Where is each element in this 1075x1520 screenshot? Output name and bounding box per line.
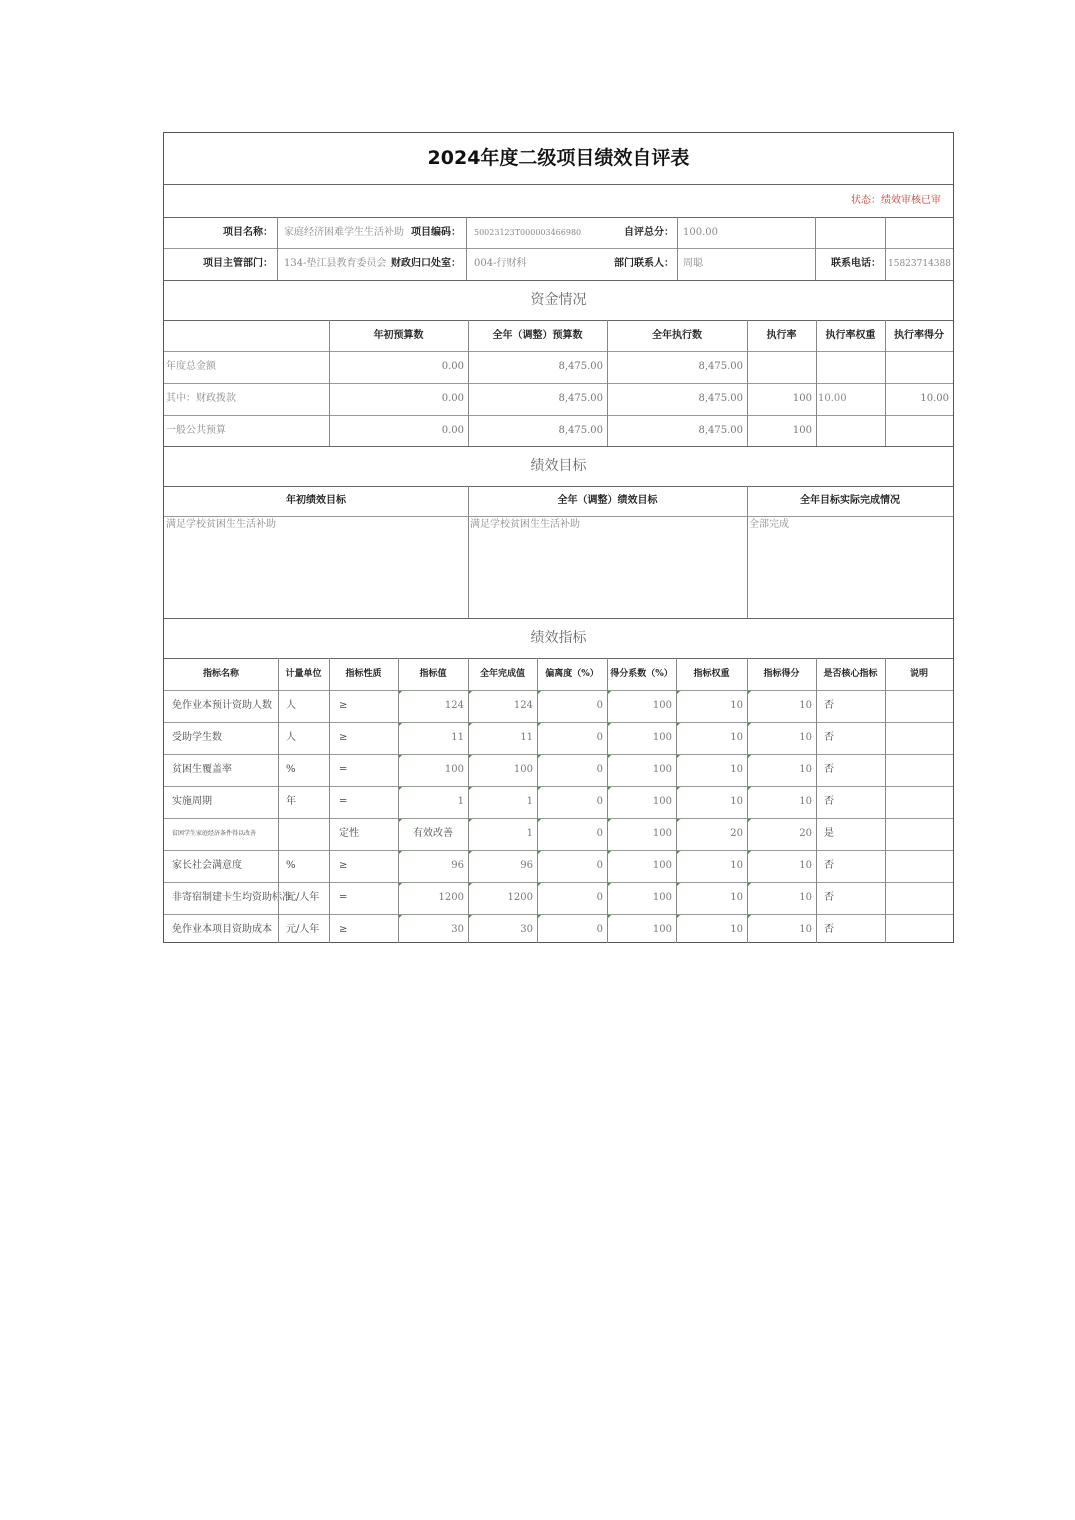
indicator-cell-coef: 100 bbox=[652, 892, 672, 903]
cell-marker bbox=[748, 883, 751, 886]
funds-cell-initial: 0.00 bbox=[441, 425, 464, 436]
indicator-cell-core: 否 bbox=[824, 732, 834, 743]
funds-cell-initial: 0.00 bbox=[441, 361, 464, 372]
project-code-value: 50023123T000003466980 bbox=[474, 227, 582, 237]
funds-header-executed: 全年执行数 bbox=[652, 329, 702, 341]
indicator-cell-dev: 0 bbox=[596, 892, 603, 903]
cell-marker bbox=[399, 883, 402, 886]
funds-header-score: 执行率得分 bbox=[894, 329, 944, 341]
finance-office-value: 004-行财科 bbox=[474, 258, 527, 269]
cell-marker bbox=[677, 691, 680, 694]
indicator-cell-nature: ≥ bbox=[339, 924, 348, 935]
funds-cell-label: 一般公共预算 bbox=[166, 425, 226, 436]
indicator-cell-weight: 10 bbox=[730, 796, 743, 807]
indicator-cell-unit: 元/人年 bbox=[286, 924, 320, 935]
phone-label: 联系电话： bbox=[831, 258, 881, 269]
goals-header-adjusted: 全年（调整）绩效目标 bbox=[557, 495, 658, 506]
indicator-cell-unit: % bbox=[286, 764, 296, 775]
indicator-cell-note bbox=[885, 850, 953, 882]
indicator-cell-value: 100 bbox=[444, 764, 464, 775]
funds-cell-executed: 8,475.00 bbox=[698, 393, 743, 404]
funds-cell-score bbox=[885, 351, 953, 383]
indicator-cell-nature: = bbox=[339, 796, 348, 807]
indicator-cell-value: 30 bbox=[451, 924, 464, 935]
indicator-cell-weight: 10 bbox=[730, 860, 743, 871]
indicator-cell-unit: 元/人年 bbox=[286, 892, 320, 903]
indicator-cell-core: 否 bbox=[824, 860, 834, 871]
indicator-cell-coef: 100 bbox=[652, 860, 672, 871]
indicator-cell-value: 1 bbox=[457, 796, 464, 807]
cell-marker bbox=[538, 723, 541, 726]
indicator-cell-done: 1 bbox=[526, 828, 533, 839]
indicator-cell-core: 否 bbox=[824, 892, 834, 903]
funds-cell-adjusted: 8,475.00 bbox=[558, 425, 603, 436]
cell-marker bbox=[677, 755, 680, 758]
indicator-cell-score: 10 bbox=[799, 700, 812, 711]
cell-marker bbox=[399, 787, 402, 790]
cell-marker bbox=[748, 851, 751, 854]
indicator-cell-note bbox=[885, 882, 953, 914]
cell-marker bbox=[399, 755, 402, 758]
indicator-cell-nature: = bbox=[339, 892, 348, 903]
indicator-cell-weight: 10 bbox=[730, 700, 743, 711]
self-score-value: 100.00 bbox=[683, 226, 718, 238]
indicator-cell-done: 30 bbox=[520, 924, 533, 935]
indicators-section-title: 绩效指标 bbox=[530, 630, 587, 646]
indicator-cell-dev: 0 bbox=[596, 796, 603, 807]
indicator-cell-name: 实施周期 bbox=[172, 796, 212, 807]
cell-marker bbox=[399, 723, 402, 726]
cell-marker bbox=[538, 915, 541, 918]
cell-marker bbox=[469, 851, 472, 854]
indicator-cell-note bbox=[885, 818, 953, 850]
indicator-header-weight: 指标权重 bbox=[693, 668, 730, 679]
indicator-cell-value: 有效改善 bbox=[413, 828, 453, 839]
project-name-label: 项目名称： bbox=[223, 226, 273, 238]
cell-marker bbox=[469, 819, 472, 822]
indicator-cell-value: 96 bbox=[451, 860, 464, 871]
cell-marker bbox=[538, 851, 541, 854]
indicator-cell-core: 否 bbox=[824, 796, 834, 807]
indicator-cell-name: 受助学生数 bbox=[172, 732, 222, 743]
indicator-cell-core: 是 bbox=[824, 828, 834, 839]
dept-value: 134-垫江县教育委员会 bbox=[284, 258, 387, 269]
cell-marker bbox=[399, 851, 402, 854]
indicator-cell-nature: ≥ bbox=[339, 700, 348, 711]
indicator-cell-nature: ≥ bbox=[339, 732, 348, 743]
cell-marker bbox=[469, 723, 472, 726]
dept-label: 项目主管部门： bbox=[203, 258, 273, 269]
cell-marker bbox=[748, 755, 751, 758]
indicator-cell-nature: ≥ bbox=[339, 860, 348, 871]
funds-cell-weight bbox=[816, 351, 885, 383]
indicator-header-core: 是否核心指标 bbox=[823, 668, 878, 679]
indicator-cell-note bbox=[885, 722, 953, 754]
indicator-cell-coef: 100 bbox=[652, 732, 672, 743]
cell-marker bbox=[538, 755, 541, 758]
indicator-cell-score: 10 bbox=[799, 764, 812, 775]
indicator-cell-name: 贫困生覆盖率 bbox=[172, 764, 232, 775]
cell-marker bbox=[748, 723, 751, 726]
indicator-cell-dev: 0 bbox=[596, 700, 603, 711]
indicator-cell-done: 100 bbox=[513, 764, 533, 775]
funds-cell-executed: 8,475.00 bbox=[698, 425, 743, 436]
cell-marker bbox=[608, 691, 611, 694]
funds-cell-weight bbox=[816, 415, 885, 447]
funds-header-initial: 年初预算数 bbox=[373, 329, 424, 341]
indicator-cell-value: 11 bbox=[451, 732, 464, 743]
indicator-cell-value: 1200 bbox=[438, 892, 464, 903]
cell-marker bbox=[538, 787, 541, 790]
cell-marker bbox=[469, 883, 472, 886]
cell-marker bbox=[469, 787, 472, 790]
funds-cell-adjusted: 8,475.00 bbox=[558, 361, 603, 372]
cell-marker bbox=[538, 691, 541, 694]
indicator-cell-nature: 定性 bbox=[339, 828, 359, 839]
funds-cell-weight: 10.00 bbox=[818, 393, 847, 404]
indicator-cell-name: 免作业本项目资助成本 bbox=[172, 924, 272, 935]
funds-cell-initial: 0.00 bbox=[441, 393, 464, 404]
page-title: 2024年度二级项目绩效自评表 bbox=[427, 147, 690, 169]
cell-marker bbox=[469, 915, 472, 918]
cell-marker bbox=[748, 819, 751, 822]
funds-cell-label: 年度总金额 bbox=[166, 361, 216, 372]
indicator-cell-note bbox=[885, 914, 953, 946]
indicator-cell-note bbox=[885, 786, 953, 818]
indicator-cell-weight: 10 bbox=[730, 892, 743, 903]
contact-value: 周聪 bbox=[683, 258, 703, 269]
goals-initial-text: 满足学校贫困生生活补助 bbox=[166, 519, 276, 530]
funds-cell-rate: 100 bbox=[792, 425, 812, 436]
cell-marker bbox=[399, 691, 402, 694]
indicator-cell-score: 10 bbox=[799, 892, 812, 903]
indicator-cell-coef: 100 bbox=[652, 764, 672, 775]
goals-section-title: 绩效目标 bbox=[530, 458, 587, 474]
indicator-header-nature: 指标性质 bbox=[345, 668, 382, 679]
indicator-cell-name: 家长社会满意度 bbox=[172, 860, 242, 871]
project-code-label: 项目编码： bbox=[411, 226, 461, 238]
indicator-header-done: 全年完成值 bbox=[479, 668, 525, 679]
cell-marker bbox=[399, 819, 402, 822]
indicator-cell-note bbox=[885, 690, 953, 722]
funds-header-rate: 执行率 bbox=[766, 329, 797, 341]
indicator-cell-coef: 100 bbox=[652, 700, 672, 711]
indicator-cell-name: 贫困学生家庭经济条件得以改善 bbox=[172, 830, 257, 837]
cell-marker bbox=[608, 883, 611, 886]
indicator-cell-score: 10 bbox=[799, 732, 812, 743]
indicator-cell-done: 1 bbox=[526, 796, 533, 807]
performance-table bbox=[163, 132, 954, 943]
indicator-cell-core: 否 bbox=[824, 700, 834, 711]
indicator-cell-note bbox=[885, 754, 953, 786]
cell-marker bbox=[538, 819, 541, 822]
cell-marker bbox=[677, 787, 680, 790]
funds-cell-score bbox=[885, 415, 953, 447]
indicator-cell-unit: % bbox=[286, 860, 296, 871]
indicator-cell-done: 1200 bbox=[507, 892, 533, 903]
indicator-cell-score: 10 bbox=[799, 924, 812, 935]
cell-marker bbox=[538, 883, 541, 886]
funds-header-adjusted: 全年（调整）预算数 bbox=[492, 329, 583, 341]
funds-cell-rate: 100 bbox=[792, 393, 812, 404]
indicator-header-unit: 计量单位 bbox=[285, 668, 322, 679]
indicator-header-score: 指标得分 bbox=[763, 668, 800, 679]
cell-marker bbox=[608, 787, 611, 790]
cell-marker bbox=[748, 691, 751, 694]
cell-marker bbox=[608, 723, 611, 726]
cell-marker bbox=[677, 819, 680, 822]
indicator-header-coef: 得分系数（%） bbox=[610, 668, 673, 679]
project-name-value: 家庭经济困难学生生活补助 bbox=[284, 226, 404, 238]
indicator-cell-unit: 人 bbox=[286, 700, 296, 711]
indicator-cell-core: 否 bbox=[824, 924, 834, 935]
indicator-cell-dev: 0 bbox=[596, 924, 603, 935]
funds-cell-executed: 8,475.00 bbox=[698, 361, 743, 372]
indicator-cell-value: 124 bbox=[444, 700, 464, 711]
cell-marker bbox=[608, 819, 611, 822]
indicator-cell-weight: 10 bbox=[730, 924, 743, 935]
indicator-cell-score: 10 bbox=[799, 860, 812, 871]
indicator-header-name: 指标名称 bbox=[202, 668, 239, 679]
indicator-cell-weight: 20 bbox=[730, 828, 743, 839]
indicator-cell-score: 20 bbox=[799, 828, 812, 839]
indicator-cell-done: 11 bbox=[520, 732, 533, 743]
indicator-cell-done: 124 bbox=[513, 700, 533, 711]
goals-header-initial: 年初绩效目标 bbox=[286, 495, 346, 506]
indicator-cell-dev: 0 bbox=[596, 732, 603, 743]
indicator-cell-score: 10 bbox=[799, 796, 812, 807]
funds-section-title: 资金情况 bbox=[530, 292, 587, 308]
indicator-header-note: 说明 bbox=[909, 668, 928, 679]
cell-marker bbox=[608, 851, 611, 854]
cell-marker bbox=[748, 915, 751, 918]
indicator-cell-dev: 0 bbox=[596, 764, 603, 775]
indicator-header-value: 指标值 bbox=[419, 668, 447, 679]
cell-marker bbox=[469, 691, 472, 694]
self-score-label: 自评总分： bbox=[624, 226, 674, 238]
indicator-cell-dev: 0 bbox=[596, 860, 603, 871]
cell-marker bbox=[608, 915, 611, 918]
indicator-cell-unit: 人 bbox=[286, 732, 296, 743]
phone-value: 15823714388 bbox=[888, 258, 951, 269]
indicator-cell-coef: 100 bbox=[652, 828, 672, 839]
goals-header-actual: 全年目标实际完成情况 bbox=[800, 495, 900, 506]
funds-cell-label: 其中：财政拨款 bbox=[166, 393, 236, 404]
indicator-cell-unit bbox=[278, 818, 329, 850]
status-badge: 状态：绩效审核已审 bbox=[851, 194, 941, 206]
goals-adjusted-text: 满足学校贫困生生活补助 bbox=[470, 519, 580, 530]
indicator-cell-coef: 100 bbox=[652, 796, 672, 807]
indicator-cell-weight: 10 bbox=[730, 732, 743, 743]
funds-cell-rate bbox=[747, 351, 816, 383]
indicator-cell-done: 96 bbox=[520, 860, 533, 871]
cell-marker bbox=[677, 723, 680, 726]
cell-marker bbox=[469, 755, 472, 758]
indicator-cell-name: 非寄宿制建卡生均资助标准 bbox=[172, 892, 292, 903]
indicator-cell-coef: 100 bbox=[652, 924, 672, 935]
funds-cell-score: 10.00 bbox=[920, 393, 949, 404]
indicator-cell-core: 否 bbox=[824, 764, 834, 775]
cell-marker bbox=[677, 851, 680, 854]
indicator-cell-name: 免作业本预计资助人数 bbox=[172, 700, 272, 711]
cell-marker bbox=[677, 915, 680, 918]
cell-marker bbox=[677, 883, 680, 886]
finance-office-label: 财政归口处室： bbox=[391, 258, 461, 269]
funds-header-weight: 执行率权重 bbox=[825, 329, 876, 341]
cell-marker bbox=[608, 755, 611, 758]
indicator-cell-nature: = bbox=[339, 764, 348, 775]
cell-marker bbox=[748, 787, 751, 790]
indicator-cell-dev: 0 bbox=[596, 828, 603, 839]
indicator-header-dev: 偏离度（%） bbox=[545, 668, 599, 679]
funds-cell-adjusted: 8,475.00 bbox=[558, 393, 603, 404]
goals-actual-text: 全部完成 bbox=[749, 519, 789, 530]
indicator-cell-unit: 年 bbox=[286, 796, 296, 807]
contact-label: 部门联系人： bbox=[614, 258, 674, 269]
indicator-cell-weight: 10 bbox=[730, 764, 743, 775]
cell-marker bbox=[399, 915, 402, 918]
